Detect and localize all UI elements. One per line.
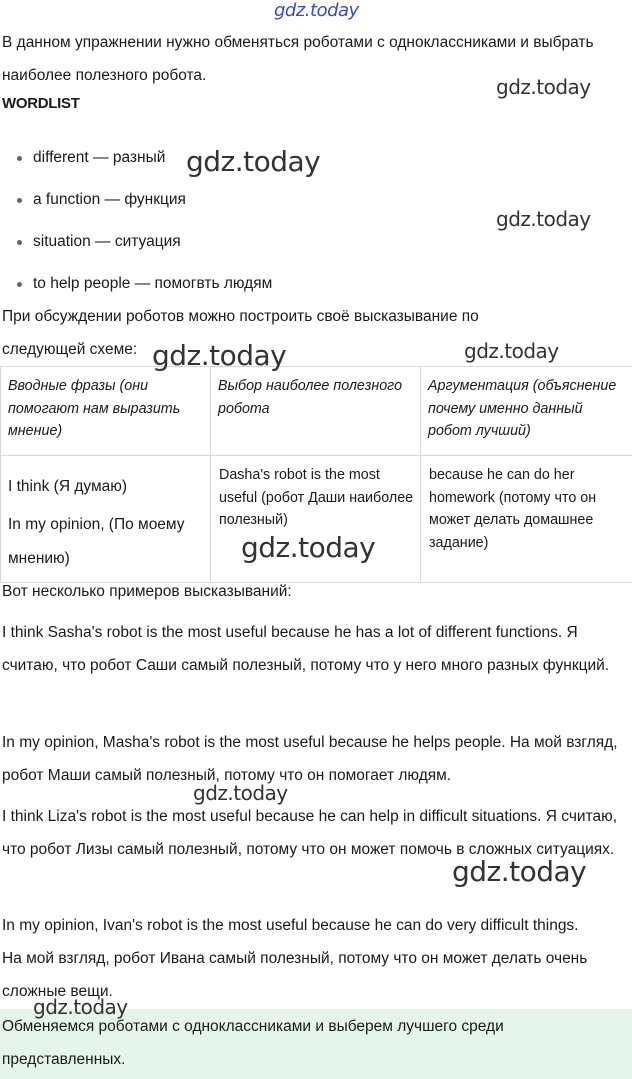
intro-paragraph: В данном упражнении нужно обменяться роботами с одноклассниками и выбрать наиболее полезного робота.	[2, 34, 594, 84]
table-header-cell: Аргументация (объяснение почему именно данный робот лучший)	[421, 367, 632, 456]
watermark-top: gdz.today	[274, 0, 359, 21]
bullet-icon	[17, 240, 22, 245]
bullet-icon	[17, 282, 22, 287]
table-header-cell: Выбор наиболее полезного робота	[211, 367, 421, 456]
watermark: gdz.today	[496, 207, 591, 231]
table-header-cell: Вводные фразы (они помогают нам выразить мнение)	[1, 367, 211, 456]
example-paragraph: In my opinion, Masha's robot is the most useful because he helps people. На мой взгляд, робот Маши самый полезный, потому что он помогает людям.	[2, 734, 618, 784]
conclusion-paragraph: Обменяемся роботами с одноклассниками и выберем лучшего среди представленных.	[2, 1018, 504, 1068]
table-cell-intro-phrases: I think (Я думаю) In my opinion, (По моему мнению)	[1, 456, 211, 583]
watermark: gdz.today	[33, 995, 128, 1019]
watermark: gdz.today	[496, 75, 591, 99]
watermark: gdz.today	[464, 339, 559, 363]
watermark: gdz.today	[193, 781, 288, 805]
wordlist-item: to help people — помогвть людям	[0, 266, 560, 308]
bullet-icon	[17, 198, 22, 203]
watermark: gdz.today	[186, 145, 321, 178]
examples-heading: Вот несколько примеров высказываний:	[2, 583, 292, 600]
table-cell-choice: Dasha's robot is the most useful (робот Даши наиболее полезный)	[211, 456, 421, 583]
scheme-intro: При обсуждении роботов можно построить своё высказывание по следующей схеме:	[2, 308, 479, 358]
wordlist-heading: WORDLIST	[2, 95, 80, 112]
example-paragraph: I think Sasha's robot is the most useful because he has a lot of different functions. Я считаю, что робот Саши самый полезный, потому что у него много разных функций.	[2, 624, 610, 674]
watermark: gdz.today	[152, 339, 287, 372]
bullet-icon	[17, 156, 22, 161]
wordlist-item: a function — функция	[0, 182, 560, 224]
table-cell-argument: because he can do her homework (потому что он может делать домашнее задание)	[421, 456, 632, 583]
table-header-row	[1, 367, 632, 456]
wordlist-item: different — разный	[0, 140, 560, 182]
watermark: gdz.today	[452, 855, 587, 888]
example-paragraph: I think Liza's robot is the most useful because he can help in difficult situations. Я считаю, что робот Лизы самый полезный, потому что он может помочь в сложных ситуациях.	[2, 808, 618, 858]
example-paragraph: In my opinion, Ivan's robot is the most useful because he can do very difficult things. На мой взгляд, робот Ивана самый полезный, потому что он может делать очень сложные вещи.	[2, 917, 588, 1000]
wordlist-item: situation — ситуация	[0, 224, 560, 266]
watermark: gdz.today	[241, 531, 376, 564]
